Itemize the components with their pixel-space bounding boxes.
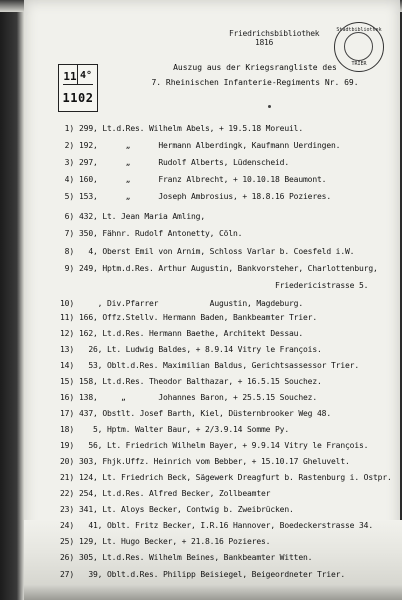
entry-number: 6) [64, 212, 74, 221]
entry-text: , Div.Pfarrer Augustin, Magdeburg. [79, 299, 303, 308]
entry-text: 162, Lt.d.Res. Hermann Baethe, Architekt Dessau. [79, 329, 303, 338]
entry-text: 299, Lt.d.Res. Wilhelm Abels, + 19.5.18 Moreuil. [79, 124, 303, 133]
entry-text: 41, Oblt. Fritz Becker, I.R.16 Hannover, Boedeckerstrasse 34. [79, 521, 373, 530]
entry-text: 56, Lt. Friedrich Wilhelm Bayer, + 9.9.14 Vitry le François. [79, 441, 369, 450]
roster-entry [58, 568, 398, 581]
entry-text: Friedericistrasse 5. [79, 281, 369, 290]
roster-entry [58, 245, 398, 258]
title-line1: Auszug aus der Kriegsrangliste des [173, 63, 337, 72]
entry-number: 23) [60, 505, 74, 514]
entry-text: 166, Offz.Stellv. Hermann Baden, Bankbeamter Trier. [79, 313, 317, 322]
entry-number: 9) [64, 264, 74, 273]
entry-text: 432, Lt. Jean Maria Amling, [79, 212, 205, 221]
entry-text: 4, Oberst Emil von Arnim, Schloss Varlar b. Coesfeld i.W. [79, 247, 355, 256]
roster-entry [58, 343, 398, 356]
roster-entry [58, 139, 398, 152]
roster-entry [58, 173, 398, 186]
entry-text: 437, Obstlt. Josef Barth, Kiel, Düsternbrooker Weg 48. [79, 409, 331, 418]
library-stamp-line2: 1816 [254, 38, 274, 47]
entry-text: 124, Lt. Friedrich Beck, Sägewerk Dreagfurt b. Rastenburg i. Ostpr. [79, 473, 392, 482]
roster-entry [58, 327, 398, 340]
entry-number: 11) [60, 313, 74, 322]
entry-number: 22) [60, 489, 74, 498]
entry-number: 5) [64, 192, 74, 201]
entry-number: 25) [60, 537, 74, 546]
roster-entry [58, 122, 398, 135]
seal-top-text: Stadtbibliothek [336, 27, 382, 33]
entry-number: 13) [60, 345, 74, 354]
entry-text: 303, Fhjk.Uffz. Heinrich vom Bebber, + 15.10.17 Gheluvelt. [79, 457, 350, 466]
roster-entry [58, 190, 398, 203]
entry-text: 249, Hptm.d.Res. Arthur Augustin, Bankvorsteher, Charlottenburg, [79, 264, 378, 273]
roster-entry [58, 359, 398, 372]
entry-number: 19) [60, 441, 74, 450]
shelfmark-volume: 11 [63, 70, 77, 83]
entry-number: 17) [60, 409, 74, 418]
roster-entry [58, 551, 398, 564]
entry-text: 26, Lt. Ludwig Baldes, + 8.9.14 Vitry le François. [79, 345, 322, 354]
library-stamp-line1: Friedrichsbibliothek [229, 29, 320, 38]
roster-entry [58, 407, 398, 420]
shelfmark-number: 1102 [62, 91, 94, 105]
roster-entry [58, 262, 398, 275]
entry-number: 15) [60, 377, 74, 386]
entry-number: 10) [60, 299, 74, 308]
roster-entry [58, 423, 398, 436]
entry-number: 16) [60, 393, 74, 402]
entry-text: 305, Lt.d.Res. Wilhelm Beines, Bankbeamter Witten. [79, 553, 313, 562]
entry-text: 153, „ Joseph Ambrosius, + 18.8.16 Pozieres. [79, 192, 331, 201]
entry-text: 5, Hptm. Walter Baur, + 2/3.9.14 Somme Py. [79, 425, 289, 434]
entry-text: 158, Lt.d.Res. Theodor Balthazar, + 16.5.15 Souchez. [79, 377, 322, 386]
roster-entry [58, 519, 398, 532]
entry-number: 12) [60, 329, 74, 338]
entry-number: 4) [64, 175, 74, 184]
roster-entry [58, 391, 398, 404]
entry-text: 341, Lt. Aloys Becker, Contwig b. Zweibrücken. [79, 505, 294, 514]
shelfmark-format: 4° [80, 70, 93, 81]
roster-entry [58, 375, 398, 388]
entry-text: 350, Fähnr. Rudolf Antonetty, Cöln. [79, 229, 243, 238]
entry-text: 192, „ Hermann Alberdingk, Kaufmann Uerdingen. [79, 141, 341, 150]
entry-text: 297, „ Rudolf Alberts, Lüdenscheid. [79, 158, 289, 167]
entry-number: 27) [60, 570, 74, 579]
roster-entry [58, 156, 398, 169]
roster-entry [58, 535, 398, 548]
entry-number: 2) [64, 141, 74, 150]
entry-text: 254, Lt.d.Res. Alfred Becker, Zollbeamter [79, 489, 271, 498]
entry-number: 18) [60, 425, 74, 434]
roster-entry [58, 455, 398, 468]
roster-entry [58, 227, 398, 240]
entry-number: 26) [60, 553, 74, 562]
roster-entry [58, 487, 398, 500]
entry-text: 39, Oblt.d.Res. Philipp Beisiegel, Beigeordneter Trier. [79, 570, 345, 579]
entry-number: 20) [60, 457, 74, 466]
entry-number: 21) [60, 473, 74, 482]
entry-number: 14) [60, 361, 74, 370]
entry-text: 138, „ Johannes Baron, + 25.5.15 Souchez. [79, 393, 317, 402]
roster-entry [58, 279, 398, 292]
title-line2: 7. Rheinischen Infanterie-Regiments Nr. 69. [151, 78, 359, 87]
roster-entry [58, 311, 398, 324]
roster-entry [58, 471, 398, 484]
entry-number: 3) [64, 158, 74, 167]
entry-text: 53, Oblt.d.Res. Maximilian Baldus, Gerichtsassessor Trier. [79, 361, 359, 370]
roster-entry [58, 439, 398, 452]
entry-number: 1) [64, 124, 74, 133]
entry-text: 129, Lt. Hugo Becker, + 21.8.16 Pozieres. [79, 537, 271, 546]
entry-number: 7) [64, 229, 74, 238]
entry-number: 24) [60, 521, 74, 530]
entry-number: 8) [64, 247, 74, 256]
seal-bottom-text: TRIER [351, 61, 367, 67]
roster-entry [58, 503, 398, 516]
roster-entry [58, 210, 398, 223]
roster-entry [58, 297, 398, 310]
entry-text: 160, „ Franz Albrecht, + 10.10.18 Beaumont. [79, 175, 327, 184]
